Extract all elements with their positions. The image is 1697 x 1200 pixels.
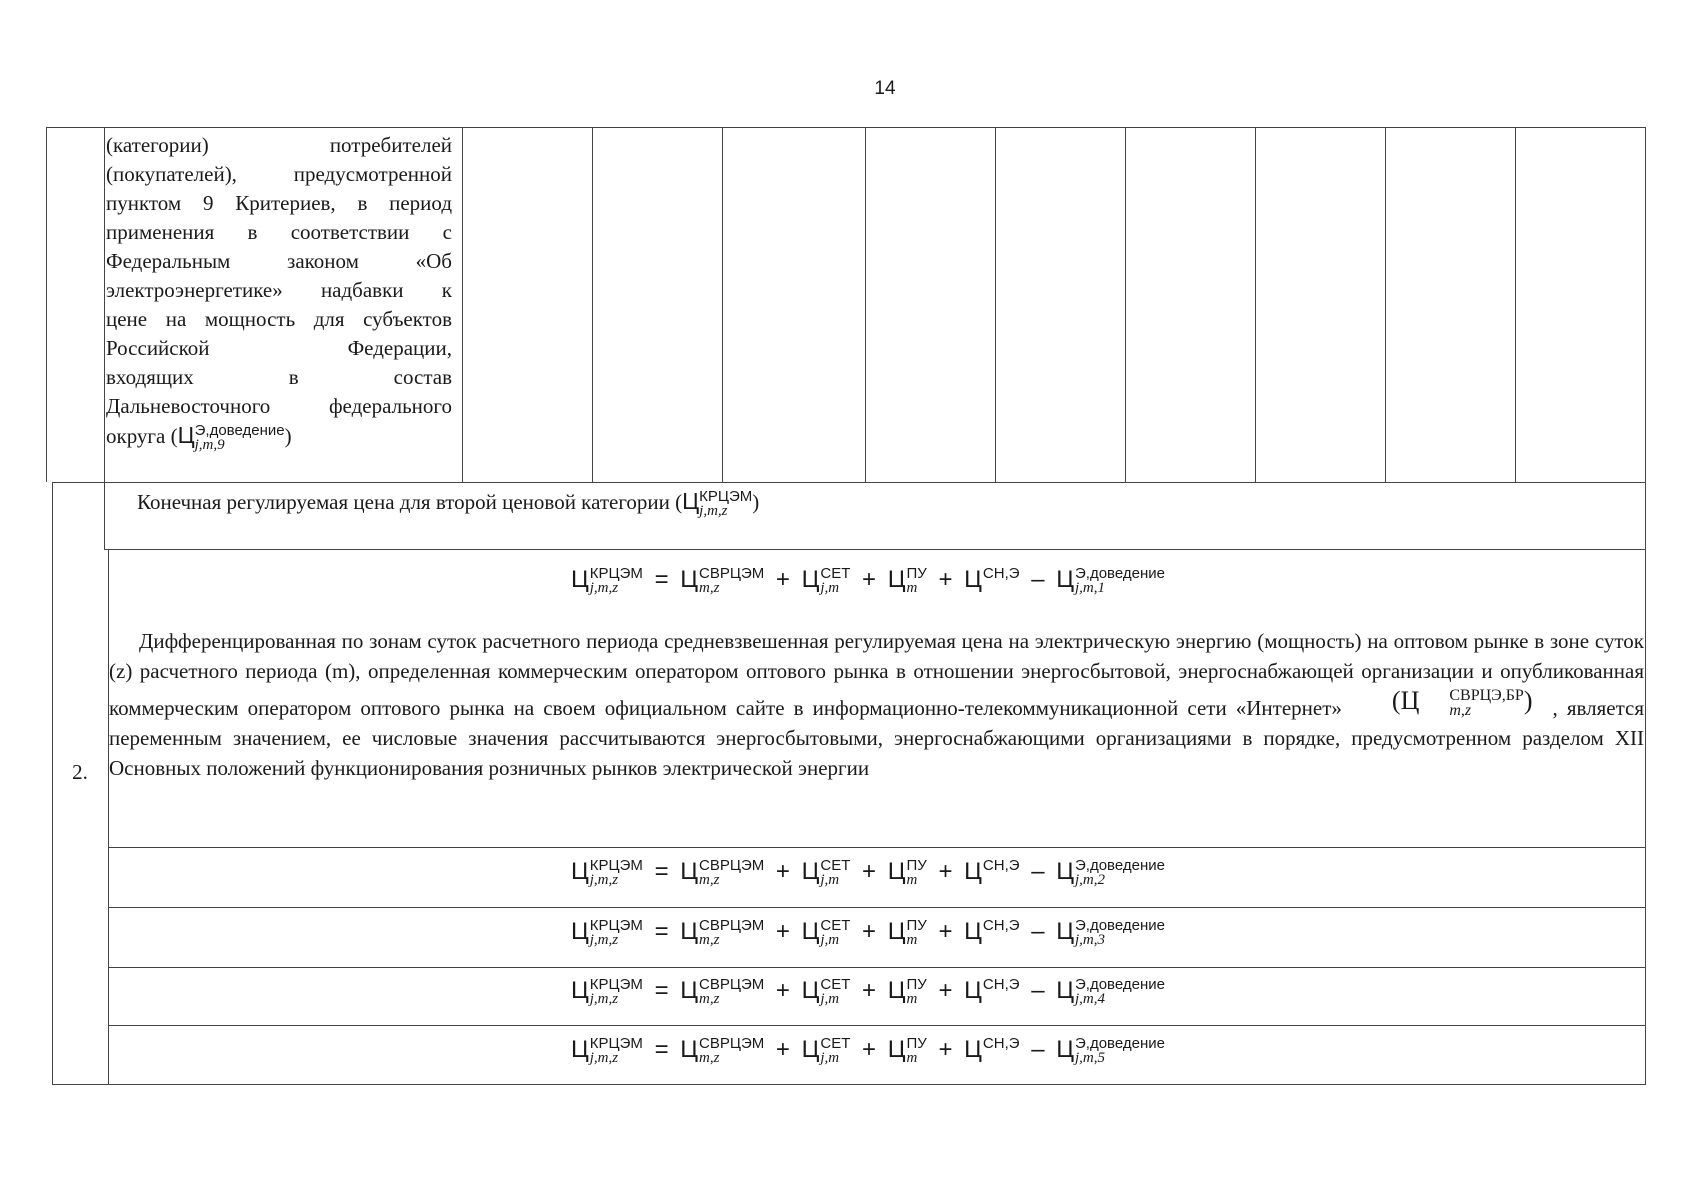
formula-3 — [571, 918, 1165, 947]
plus-sign: + — [775, 1036, 790, 1063]
equals-sign: = — [654, 1036, 669, 1063]
formula-term: Ц СВРЦЭМ m,z — [680, 975, 765, 1007]
text-line: электроэнергетике» надбавки к — [106, 278, 452, 302]
page-number: 14 — [874, 78, 896, 99]
formula-term: Ц СН,Э — [964, 1034, 1020, 1063]
formula-term: Ц ПУ m — [887, 856, 927, 888]
plus-sign: + — [862, 1036, 877, 1063]
formula-term: Ц СН,Э — [964, 975, 1020, 1004]
formula-term: Ц СЕТ j,m — [801, 916, 851, 948]
formula-1 — [571, 566, 1165, 595]
text-line: (категории) потребителей — [106, 133, 452, 157]
formula-term: Ц Э,доведение j,m,4 — [1056, 975, 1165, 1007]
formula-term: Ц СЕТ j,m — [801, 564, 851, 596]
formula-term: Ц Э,доведение j,m,3 — [1056, 916, 1165, 948]
formula-term: Ц Э,доведение j,m,1 — [1056, 564, 1165, 596]
plus-sign: + — [862, 858, 877, 885]
plus-sign: + — [938, 918, 953, 945]
equals-sign: = — [654, 918, 669, 945]
text-line: Российской Федерации, — [106, 336, 452, 360]
formula-term: Ц Э,доведение j,m,5 — [1056, 1034, 1165, 1066]
formula-term: Ц СН,Э — [964, 916, 1020, 945]
formula-term: Ц Э,доведение j,m,2 — [1056, 856, 1165, 888]
text-line-last — [106, 421, 452, 452]
formula-lhs: Ц КРЦЭМ j,m,z — [571, 564, 643, 596]
symbol-sup: Э,доведение — [194, 422, 285, 440]
section-heading — [137, 486, 759, 518]
text-line: цене на мощность для субъектов — [106, 307, 452, 331]
formula-2 — [571, 858, 1165, 887]
plus-sign: + — [938, 1036, 953, 1063]
formula-lhs: Ц КРЦЭМ j,m,z — [571, 916, 643, 948]
minus-sign: – — [1031, 1036, 1045, 1063]
formula-term: Ц СВРЦЭМ m,z — [680, 1034, 765, 1066]
formula-lhs: Ц КРЦЭМ j,m,z — [571, 1034, 643, 1066]
text-line: (покупателей), предусмотренной — [106, 162, 452, 186]
formula-4 — [571, 977, 1165, 1006]
equals-sign: = — [654, 977, 669, 1004]
text-suffix: ) — [284, 424, 292, 448]
plus-sign: + — [775, 566, 790, 593]
equals-sign: = — [654, 858, 669, 885]
formula-lhs: Ц КРЦЭМ j,m,z — [571, 975, 643, 1007]
heading-sub: j,m,z — [699, 503, 728, 520]
minus-sign: – — [1031, 918, 1045, 945]
minus-sign: – — [1031, 977, 1045, 1004]
text-line: применения в соответствии с — [106, 220, 452, 244]
formula-term: Ц ПУ m — [887, 975, 927, 1007]
plus-sign: + — [938, 977, 953, 1004]
formula-term: Ц СЕТ j,m — [801, 1034, 851, 1066]
equals-sign: = — [654, 566, 669, 593]
plus-sign: + — [775, 977, 790, 1004]
formula-term: Ц СВРЦЭМ m,z — [680, 564, 765, 596]
plus-sign: + — [862, 977, 877, 1004]
formula-term: Ц ПУ m — [887, 1034, 927, 1066]
text-line: пунктом 9 Критериев, в период — [106, 191, 452, 215]
formula-term: Ц СЕТ j,m — [801, 856, 851, 888]
inline-price-symbol: (Ц СВРЦЭ,БР m,z ) — [1391, 686, 1533, 720]
minus-sign: – — [1031, 858, 1045, 885]
criteria-cell-text — [106, 131, 452, 452]
paragraph-text: Дифференцированная по зонам суток расчетного периода средневзвешенная регулируемая цена на электрическую энергию (мощность) на оптовом рынке в зоне суток (z) расчетного периода (m), определенная коммерческим оператором оптового рынка в отношении энергосбытовой, энергоснабжающей организации и опубликованная коммерческим оператором оптового рынка на своем официальном сайте в информационно-телекоммуникационной сети «Интернет» — [109, 629, 1644, 720]
formula-5 — [571, 1036, 1165, 1065]
heading-text: Конечная регулируемая цена для второй ценовой категории ( — [137, 490, 683, 514]
price-symbol: Ц — [177, 422, 195, 448]
symbol-sub: j,m,9 — [194, 437, 225, 454]
plus-sign: + — [775, 858, 790, 885]
formula-term: Ц СВРЦЭМ m,z — [680, 916, 765, 948]
plus-sign: + — [938, 566, 953, 593]
heading-sup: КРЦЭМ — [699, 488, 753, 506]
text-line: входящих в состав — [106, 365, 452, 389]
formula-term: Ц СЕТ j,m — [801, 975, 851, 1007]
formula-term: Ц ПУ m — [887, 916, 927, 948]
minus-sign: – — [1031, 566, 1045, 593]
text-line: Дальневосточного федерального — [106, 394, 452, 418]
plus-sign: + — [862, 918, 877, 945]
plus-sign: + — [938, 858, 953, 885]
formula-term: Ц СВРЦЭМ m,z — [680, 856, 765, 888]
formula-term: Ц СН,Э — [964, 564, 1020, 593]
formula-term: Ц СН,Э — [964, 856, 1020, 885]
text-prefix: округа ( — [106, 424, 178, 448]
heading-symbol: Ц — [682, 488, 700, 514]
paragraph-text-continued: , является переменным значением, ее числовые значения рассчитываются энергосбытовыми, энергоснабжающими организациями в порядке, предусмотренном разделом XII Основных положений функционирования розничных рынков электрической энергии — [109, 696, 1644, 780]
formula-lhs: Ц КРЦЭМ j,m,z — [571, 856, 643, 888]
heading-suffix: ) — [752, 490, 760, 514]
definition-paragraph — [109, 626, 1644, 783]
formula-term: Ц ПУ m — [887, 564, 927, 596]
plus-sign: + — [775, 918, 790, 945]
text-line: Федеральным законом «Об — [106, 249, 452, 273]
plus-sign: + — [862, 566, 877, 593]
row-number: 2. — [72, 760, 88, 784]
